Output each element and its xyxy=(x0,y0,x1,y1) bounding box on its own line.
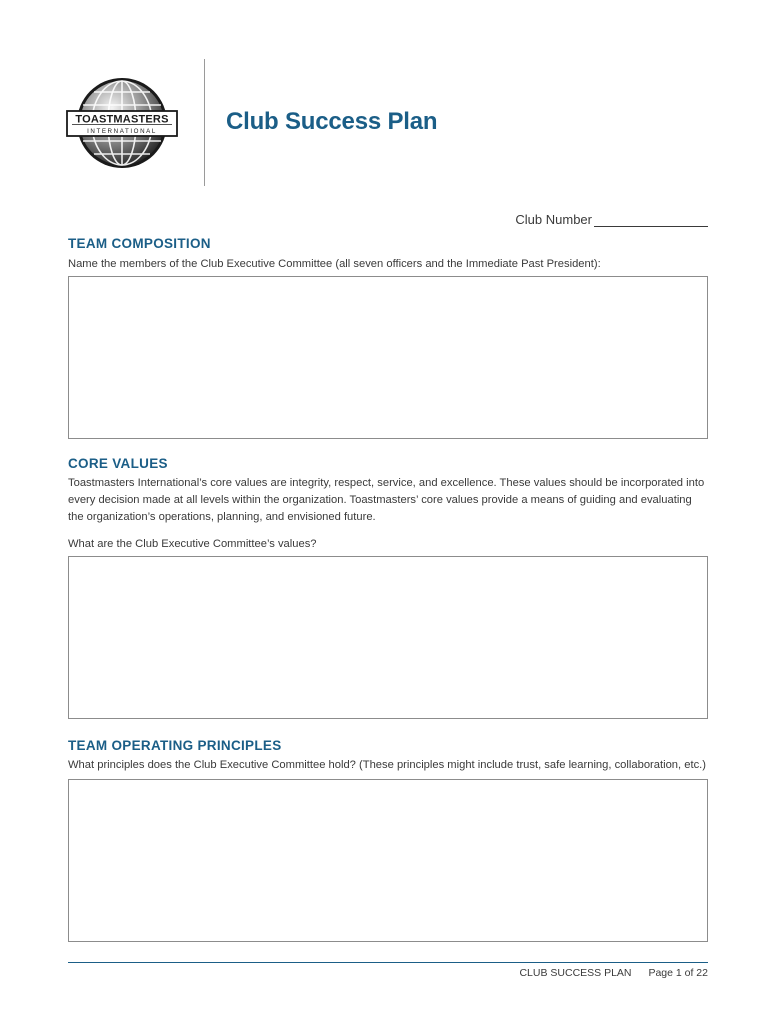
page-footer xyxy=(505,967,708,979)
core-values-description: Toastmasters International’s core values are integrity, respect, service, and excellence. These values should be incorporated into every decision made at all levels within the organization. Toastmasters’ core values provide a means of guiding and evaluating the organization’s operations, planning, and envisioned future. xyxy=(68,477,705,523)
club-number-label: Club Number xyxy=(515,212,592,227)
team-composition-heading: TEAM COMPOSITION xyxy=(68,236,211,251)
team-operating-principles-prompt: What principles does the Club Executive Committee hold? (These principles might include trust, safe learning, collaboration, etc.) xyxy=(68,759,706,771)
team-operating-principles-answer-box[interactable] xyxy=(68,779,708,942)
team-operating-principles-heading: TEAM OPERATING PRINCIPLES xyxy=(68,738,282,753)
logo-wordmark: TOASTMASTERS xyxy=(75,113,169,126)
team-composition-prompt: Name the members of the Club Executive Committee (all seven officers and the Immediate Past President): xyxy=(68,258,601,270)
footer-rule xyxy=(68,962,708,963)
page-title: Club Success Plan xyxy=(226,108,438,135)
header-divider xyxy=(204,59,205,186)
team-composition-answer-box[interactable] xyxy=(68,276,708,439)
core-values-prompt: What are the Club Executive Committee’s values? xyxy=(68,538,317,550)
footer-page-number: Page 1 of 22 xyxy=(648,967,708,979)
club-number-blank[interactable] xyxy=(594,213,708,227)
core-values-heading: CORE VALUES xyxy=(68,456,168,471)
toastmasters-logo xyxy=(66,75,178,171)
club-number-field[interactable] xyxy=(515,212,708,227)
core-values-answer-box[interactable] xyxy=(68,556,708,719)
logo-subtitle: INTERNATIONAL xyxy=(87,128,157,135)
footer-document-name: CLUB SUCCESS PLAN xyxy=(519,967,632,979)
